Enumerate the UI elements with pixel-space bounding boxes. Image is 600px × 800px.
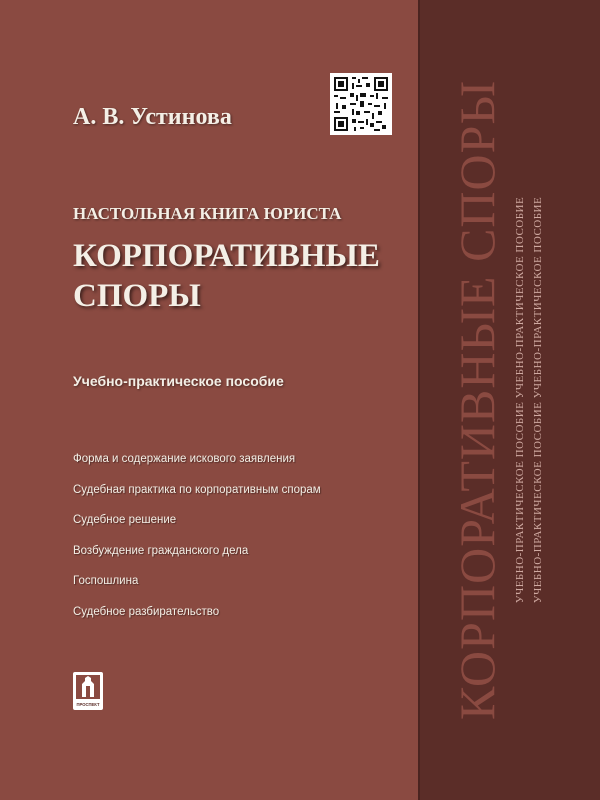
topic-item: Судебное решение xyxy=(73,514,177,526)
topics-list xyxy=(73,452,321,635)
spine-panel xyxy=(420,0,600,800)
book-title-line: СПОРЫ xyxy=(73,278,201,314)
spine-subtitle: УЧЕБНО-ПРАКТИЧЕСКОЕ ПОСОБИЕ УЧЕБНО-ПРАКТИЧЕСКОЕ ПОСОБИЕ xyxy=(532,196,544,604)
panel-divider xyxy=(418,0,420,800)
spine-subtitle: УЧЕБНО-ПРАКТИЧЕСКОЕ ПОСОБИЕ УЧЕБНО-ПРАКТИЧЕСКОЕ ПОСОБИЕ xyxy=(514,196,526,604)
topic-item: Возбуждение гражданского дела xyxy=(73,544,249,557)
topic-item: Судебная практика по корпоративным спорам xyxy=(73,483,321,496)
topic-item: Судебное разбирательство xyxy=(73,605,220,618)
book-title-line: КОРПОРАТИВНЫЕ xyxy=(73,238,380,274)
svg-text:ПРОСПЕКТ: ПРОСПЕКТ xyxy=(76,702,100,707)
topic-item: Госпошлина xyxy=(73,575,139,587)
author-name: А. В. Устинова xyxy=(73,104,232,130)
series-name: НАСТОЛЬНАЯ КНИГА ЮРИСТА xyxy=(73,204,342,223)
spine-title: КОРПОРАТИВНЫЕ СПОРЫ xyxy=(449,79,505,721)
qr-code-icon[interactable] xyxy=(330,73,392,135)
book-title xyxy=(73,236,380,316)
topic-item: Форма и содержание искового заявления xyxy=(73,453,296,465)
book-subtitle: Учебно-практическое пособие xyxy=(73,373,284,389)
publisher-logo-icon xyxy=(73,672,103,710)
